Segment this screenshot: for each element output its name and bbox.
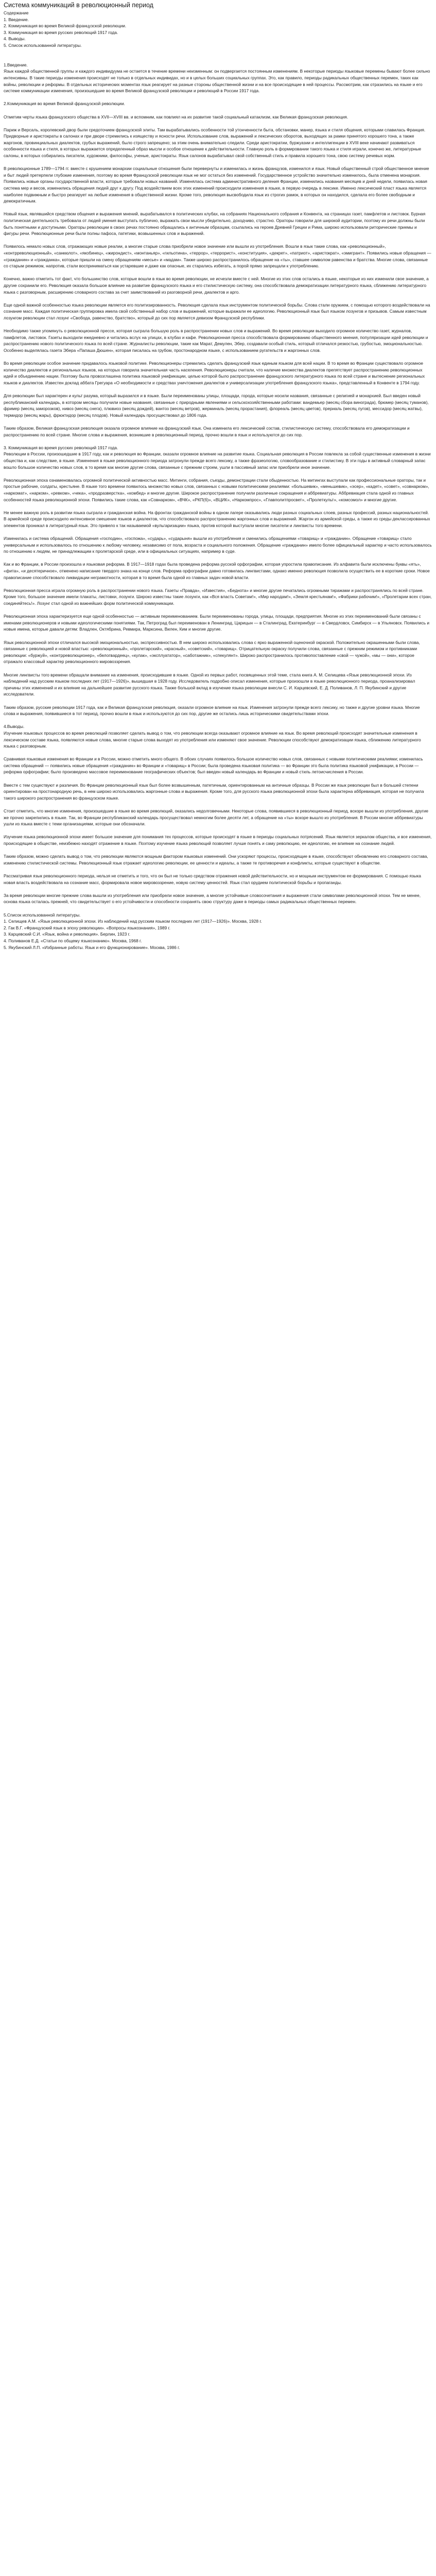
paragraph: Язык революционной эпохи отличался высокой эмоциональностью, экспрессивностью. В нем широко использовались слова с ярко выраженной оценочной окраской. Положительно окрашенными были слова, связанные с революцией и новой властью: «революционный», «пролетарский», «красный», «советский», «товарищ». Отрицательную окраску получили слова, связанные с прежним режимом и противниками революции: «буржуй», «контрреволюционер», «белогвардеец», «кулак», «эксплуататор», «саботажник», «спекулянт». Широко распространилось противопоставление «свой — чужой», «мы — они», которое отражало классовый характер революционного мировоззрения. <box>4 639 420 665</box>
paragraph: Революционная пресса играла огромную роль в распространении нового языка. Газеты «Правда», «Известия», «Беднота» и многие другие печатались огромными тиражами и распространялись по всей стране. Кроме того, большое значение имели плакаты, листовки, лозунги. Широко известны такие лозунги, как «Вся власть Советам!», «Мир народам!», «Земля крестьянам!», «Фабрики рабочим!», «Пролетарии всех стран, соединяйтесь!». Лозунг стал одной из важнейших форм политической коммуникации. <box>4 587 432 606</box>
paragraph: Таким образом, можно сделать вывод о том, что революции являются мощным фактором языковых изменений. Они ускоряют процессы, происходящие в языке, способствуют обновлению его словарного состава, изменению стилистической системы. Революционный язык отражает идеологию революции, ее ценности и идеалы, а также те противоречия и конфликты, которые существуют в обществе. <box>4 854 428 866</box>
bibliography-item: 5. Якубинский Л.П. «Избранные работы. Язык и его функционирование». Москва, 1986 г. <box>4 944 180 950</box>
section-russian-revolutions <box>4 445 432 717</box>
paragraph: В революционные 1789—1794 гг. вместе с крушением монархии социальные отношения были перевернуты и изменилась и жизнь французов, изменился и язык. Новый общественный строй общественное мнение и быт людей претерпели глубокие изменения, поэтому во время Французской революции язык не мог остаться без изменений. Государственное устройство значительно изменилось, была отменена монархия. Появились новые органы государственной власти, которые требовали новых названий. Изменялась система административного деления Франции, изменились названия месяцев и дней недели, появилась новая система мер и весов, изменились обращения людей друг к другу. Под воздействием всех этих изменений происходили изменения в языке, в первую очередь в лексике. Именно лексический пласт языка является наиболее подвижным и быстро реагирует на любые изменения в общественной жизни. Кроме того, революция высвободила язык из строгих рамок, в которых он находился, сделала его более свободным и демократичным. <box>4 166 429 204</box>
toc-item: 3. Коммуникация во время русских революций 1917 года. <box>4 29 118 35</box>
paragraph: Как и во Франции, в России произошла и языковая реформа. В 1917—1918 годах была проведена реформа русской орфографии, которая упростила правописание. Из алфавита были исключены буквы «ять», «фита», «и десятеричное», отменено написание твердого знака на конце слов. Реформа орфографии давно готовилась лингвистами, однако именно революция позволила осуществить ее в короткие сроки. Новое правописание способствовало ликвидации неграмотности, которая в то время была одной из главных задач новой власти. <box>4 562 430 580</box>
paragraph: Революции в России, произошедшие в 1917 году, как и революция во Франции, оказали огромное влияние на развитие языка. Социальная революция в России повлекла за собой существенные изменения в жизни общества и, как следствие, в языке. Изменения в языке революционного периода затронули прежде всего лексику, а также фразеологию, словообразование и стилистику. В эти годы в активный словарный запас вошло большое количество новых слов, в то время как многие другие слова, связанные с прежним строем, ушли в пассивный запас или приобрели иное значение. <box>4 451 431 470</box>
section-french-revolution <box>4 100 432 438</box>
paragraph: Для революции был характерен и культ разума, который выразился и в языке. Были переименованы улицы, площади, города, которые носили названия, связанные с религией и монархией. Был введен новый республиканский календарь, в котором месяцы получили новые названия, связанные с природными явлениями и сельскохозяйственными работами: вандемьер (месяц сбора винограда), брюмер (месяц туманов), фример (месяц заморозков), нивоз (месяц снега), плювиоз (месяц дождей), вантоз (месяц ветров), жерминаль (месяц прорастания), флореаль (месяц цветов), прериаль (месяц лугов), мессидор (месяц жатвы), термидор (месяц жары), фрюктидор (месяц плодов). Новый календарь просуществовал до 1806 года. <box>4 393 429 418</box>
section-introduction <box>4 62 432 94</box>
bibliography-item: 1. Селищев А.М. «Язык революционной эпохи. Из наблюдений над русским языком последних лет (1917—1926)». Москва, 1928 г. <box>4 919 262 924</box>
paragraph: Таким образом, русские революции 1917 года, как и Великая французская революция, оказали огромное влияние на язык. Изменения затронули прежде всего лексику, но также и другие уровни языка. Многие слова и выражения, появившиеся в тот период, прочно вошли в язык и используются до сих пор, другие же остались лишь историческими свидетельствами эпохи. <box>4 704 420 717</box>
section-heading: 3. Коммуникация во время русских революций 1917 года. <box>4 445 118 450</box>
paragraph: Появилось немало новых слов, отражающих новые реалии, а многие старые слова приобрели новое значение или вышли из употребления. Вошли в язык такие слова, как «революционный», «контрреволюционный», «санкюлот», «якобинец», «жирондист», «монтаньяр», «гильотина», «террор», «террорист», «конституция», «декрет», «патриот», «аристократ», «эмигрант». Появились новые обращения — «гражданин» и «гражданка», которые пришли на смену обращениям «месье» и «мадам». Также широко распространилось обращение на «ты», ставшее символом равенства и братства. Многие слова, связанные со старым режимом, напротив, стали восприниматься как устаревшие и даже как опасные, их старались избегать, а порой прямо запрещали к употреблению. <box>4 244 431 269</box>
bibliography-item: 4. Поливанов Е.Д. «Статьи по общему языкознанию». Москва, 1968 г. <box>4 938 142 943</box>
paragraph: Рассматривая язык революционного периода, нельзя не отметить и того, что он был не только средством отражения новой действительности, но и мощным инструментом ее формирования. С помощью языка новая власть воздействовала на сознание масс, формировала новое мировоззрение, новую систему ценностей. Язык стал орудием политической борьбы и пропаганды. <box>4 873 422 885</box>
paragraph: Изучение языковых процессов во время революций позволяет сделать вывод о том, что революции всегда оказывают огромное влияние на язык. Во время революций происходят значительные изменения в лексическом составе языка, появляются новые слова, многие старые слова выходят из употребления или изменяют свое значение. Революции способствуют демократизации языка, сближению литературного языка с разговорным. <box>4 730 421 749</box>
paragraph: Изучение языка революционной эпохи имеет большое значение для понимания тех процессов, которые происходят в языке в периоды социальных потрясений. Язык является зеркалом общества, и все изменения, происходящие в обществе, неизбежно находят отражение в языке. Поэтому изучение языка революций позволяет лучше понять и саму революцию, ее идеологию, ее влияние на сознание людей. <box>4 834 432 846</box>
section-heading: 2.Коммуникация во время Великой французской революции. <box>4 101 125 107</box>
paragraph: Париж и Версаль, королевский двор были средоточием французской элиты. Там вырабатывались особенности той утонченности быта, обстановки, манер, языка и стиля общения, которыми славилась Франция. Придворные и аристократы в салонах и при дворе стремились к изяществу и ясности речи. Использование слов, выражений и лексических оборотов, выходящих за рамки принятого хорошего тона, а также жаргонов, провинциальных диалектов, грубых выражений, было строго запрещено; за этим очень внимательно следили. Среди аристократии, буржуазии и интеллигенции в XVIII веке начинают развиваться особенности языка и стиля, в которых выражается определенный образ мысли и особое отношение к действительности. Главную роль в формировании такого языка и стиля играли, конечно же, литературные салоны, в которых собирались писатели, художники, философы, ученые, аристократы. Язык салонов вырабатывал свой собственный стиль и правила хорошего тона, свою систему речевых норм. <box>4 127 426 159</box>
paragraph: Необходимо также упомянуть о революционной прессе, которая сыграла большую роль в распространении новых слов и выражений. Во время революции выходило огромное количество газет, журналов, памфлетов, листовок. Газеты выходили ежедневно и читались вслух на улицах, в клубах и кафе. Революционная пресса способствовала формированию общественного мнения, популяризации идей революции и распространению нового политического языка по всей стране. Журналисты революции, такие как Марат, Демулен, Эбер, создавали особый стиль, который отличался резкостью, грубостью, эмоциональностью. Особенно выделялась газета Эбера «Папаша Дюшен», которая писалась на грубом, простонародном языке, с использованием ругательств и жаргонных слов. <box>4 328 428 353</box>
paragraph: Конечно, важно отметить тот факт, что большинство слов, которые вошли в язык во время революции, не исчезли вместе с ней. Многие из этих слов остались в языке, некоторые из них изменили свое значение, а другие сохранили его. Революция оказала большое влияние на развитие французского языка и его стилистическую систему, она способствовала демократизации литературного языка, сближению литературного языка с разговорным, расширению словарного состава за счет заимствований из разговорной речи, диалектов и арго. <box>4 276 429 295</box>
paragraph: Не менее важную роль в развитии языка сыграла и гражданская война. На фронтах гражданской войны в одном лагере оказывались люди разных социальных слоев, разных профессий, разных национальностей. В армейской среде происходило интенсивное смешение языков и диалектов, что способствовало распространению жаргонных слов и выражений. Жаргон из армейской среды, а также из среды деклассированных элементов проникал в литературный язык. Это привело к так называемой «вульгаризации» языка, против которой выступали многие писатели и лингвисты того времени. <box>4 510 430 528</box>
section-heading: 1.Введение. <box>4 62 28 67</box>
page-title: Система коммуникаций в революционный период <box>4 2 153 9</box>
paragraph: Новый язык, являвшийся средством общения и выражения мнений, вырабатывался в политических клубах, на собраниях Национального собрания и Конвента, на страницах газет, памфлетов и листовок. Бурная политическая деятельность требовала от людей умения выступать публично, выражать свои мысли убедительно, доходчиво, страстно. Ораторы говорили для широкой аудитории, поэтому их речи должны были быть понятными и доступными. Ораторы революции в своих речах постоянно обращались к античным образцам, ссылались на героев Древней Греции и Рима, широко использовали риторические приемы и фигуры речи. Революционные речи были полны пафоса, патетики, возвышенных слов и выражений. <box>4 211 426 236</box>
paragraph: Во время революции особое значение придавалось языковой политике. Революционеры стремились сделать французский язык единым языком для всей нации. В то время во Франции существовало огромное количество диалектов и региональных языков, на которых говорила значительная часть населения. Революционеры считали, что наличие множества диалектов препятствует распространению революционных идей и объединению нации. Поэтому была провозглашена политика языковой унификации, целью которой было распространение французского литературного языка по всей стране и вытеснение региональных языков и диалектов. Известен доклад аббата Грегуара «О необходимости и средствах уничтожения диалектов и универсализации употребления французского языка», представленный в Конвенте в 1794 году. <box>4 361 425 385</box>
toc-item: 1. Введение. <box>4 16 29 22</box>
document <box>0 0 436 957</box>
paragraph: Сравнивая языковые изменения во Франции и в России, можно отметить много общего. В обоих случаях появилось большое количество новых слов, связанных с новыми политическими реалиями; изменилась система обращений — появились новые обращения «гражданин» во Франции и «товарищ» в России; была проведена языковая политика — во Франции это была политика языковой унификации, в России — реформа орфографии; было произведено массовое переименование географических объектов; был введен новый календарь во Франции и новый стиль летоисчисления в России. <box>4 756 423 775</box>
paragraph: Еще одной важной особенностью языка революции является его политизированность. Революция сделала язык инструментом политической борьбы. Слова стали оружием, с помощью которого воздействовали на сознание масс. Каждая политическая группировка имела свой собственный набор слов и выражений, которые выражали ее идеологию. Революционный язык был языком лозунгов и призывов. Самым известным лозунгом революции стал лозунг «Свобода, равенство, братство», который до сих пор является девизом Французской республики. <box>4 302 430 320</box>
paragraph: За время революции многие прежние слова вышли из употребления или приобрели новое значение, а многие устойчивые словосочетания и выражения стали символами революционной эпохи. Тем не менее, основа языка осталась прежней, что свидетельствует о его устойчивости и способности сохранять свою структуру даже в периоды самых радикальных общественных перемен. <box>4 892 421 905</box>
paragraph: Стоит отметить, что многие изменения, произошедшие в языке во время революций, оказались недолговечными. Некоторые слова, появившиеся в революционный период, вскоре вышли из употребления, другие же прочно закрепились в языке. Так, во Франции республиканский календарь просуществовал немногим более десяти лет, а обращение на «ты» вскоре вышло из употребления. В России многие аббревиатуры ушли из языка вместе с теми организациями, которые они обозначали. <box>4 808 428 827</box>
paragraph: Таким образом, Великая французская революция оказала огромное влияние на французский язык. Она изменила его лексический состав, стилистическую систему, способствовала его демократизации и распространению по всей стране. Многие слова и выражения, возникшие в революционный период, прочно вошли в язык и используются до сих пор. <box>4 426 410 437</box>
toc-item: 4. Выводы. <box>4 36 26 42</box>
paragraph: Отметим черты языка французского общества в XVII—XVIII вв. и вспомним, как повлиял на их развитие такой социальный катаклизм, как Великая французская революция. <box>4 114 348 120</box>
section-conclusions <box>4 723 432 905</box>
paragraph: Изменилась и система обращений. Обращения «господин», «госпожа», «сударь», «сударыня» вышли из употребления и сменились обращениями «товарищ» и «гражданин». Обращение «товарищ» стало универсальным и использовалось по отношению к любому человеку, независимо от пола, возраста и социального положения. Обращение «гражданин» имело более официальный характер и часто использовалось по отношению к людям, не принадлежащим к пролетарской среде, или в официальных ситуациях, например в суде. <box>4 536 432 554</box>
paragraph: Язык каждой общественной группы и каждого индивидуума не остается в течение времени неизменным: он подвергается постоянным изменениям. В некоторые периоды языковые перемены бывают более сильно интенсивны. В такие периоды изменения происходят не только в отдельных индивидах, но и в целых больших социальных группах. Это, как правило, периоды радикальных общественных перемен, таких как войны, революции и реформы. В отдельных исторических моментах язык реагирует на разные стороны общественной жизни и на все происходящие в ней процессы. Рассмотрим, как отразились на языке и его системе коммуникации изменения, произошедшие во время Великой французской революции и революций в России 1917 года. <box>4 69 430 94</box>
section-heading: 5.Список использованной литературы. <box>4 912 81 918</box>
toc-heading: Содержание <box>4 10 29 15</box>
paragraph: Вместе с тем существуют и различия. Во Франции революционный язык был более возвышенным, патетичным, ориентированным на античные образцы. В России же язык революции был в большей степени ориентирован на простонародную речь, в нем широко использовались жаргонные слова и выражения. Кроме того, для русского языка революционной эпохи была характерна аббревиация, которая не получила такого широкого распространения во французском языке. <box>4 782 424 801</box>
bibliography-item: 3. Карцевский С.И. «Язык, война и революция». Берлин, 1923 г. <box>4 931 130 937</box>
section-heading: 4.Выводы. <box>4 724 25 730</box>
bibliography-item: 2. Гак В.Г. «Французский язык в эпоху революции». «Вопросы языкознания», 1989 г. <box>4 925 170 930</box>
paragraph: Революционная эпоха ознаменовалась огромной политической активностью масс. Митинги, собрания, съезды, демонстрации стали обыденностью. На митингах выступали как профессиональные ораторы, так и простые рабочие, солдаты, крестьяне. В языке того времени появилось множество новых слов, связанных с новыми политическими реалиями: «большевик», «меньшевик», «эсер», «кадет», «совет», «совнарком», «наркомат», «нарком», «ревком», «чека», «продразверстка», «комбед» и многие другие. Широкое распространение получили различные сокращения и аббревиатуры. Аббревиация стала одной из главных особенностей языка революционной эпохи. Появились такие слова, как «Совнарком», «ВЧК», «РКП(б)», «ВЦИК», «Наркомпрос», «Главполитпросвет», «Пролеткульт», «комсомол» и многие другие. <box>4 477 429 502</box>
toc-item: 5. Список использованной литературы. <box>4 42 82 48</box>
toc-item: 2. Коммуникация во время Великой французской революции. <box>4 23 127 29</box>
paragraph: Революционная эпоха характеризуется еще одной особенностью — активным переименованием. Были переименованы города, улицы, площади, предприятия. Многие из этих переименований были связаны с именами революционеров и новыми идеологическими понятиями. Так, Петроград был переименован в Ленинград, Царицын — в Сталинград, Екатеринбург — в Свердловск, Симбирск — в Ульяновск. Появились и новые имена, которые давали детям: Владлен, Октябрина, Ревмира, Марксина, Вилен, Ким и многие другие. <box>4 614 429 632</box>
section-bibliography <box>4 912 432 951</box>
spacer <box>4 55 432 62</box>
table-of-contents <box>4 10 432 49</box>
paragraph: Многие лингвисты того времени обращали внимание на изменения, происходившие в языке. Одной из первых работ, посвященных этой теме, стала книга А. М. Селищева «Язык революционной эпохи. Из наблюдений над русским языком последних лет (1917—1926)», вышедшая в 1928 году. Исследователь подробно описал изменения, которые произошли в языке революционного периода, проанализировал причины этих изменений и их влияние на дальнейшее развитие русского языка. Также большой вклад в изучение языка революции внесли С. И. Карцевский, Е. Д. Поливанов, Л. П. Якубинский и другие исследователи. <box>4 672 415 697</box>
